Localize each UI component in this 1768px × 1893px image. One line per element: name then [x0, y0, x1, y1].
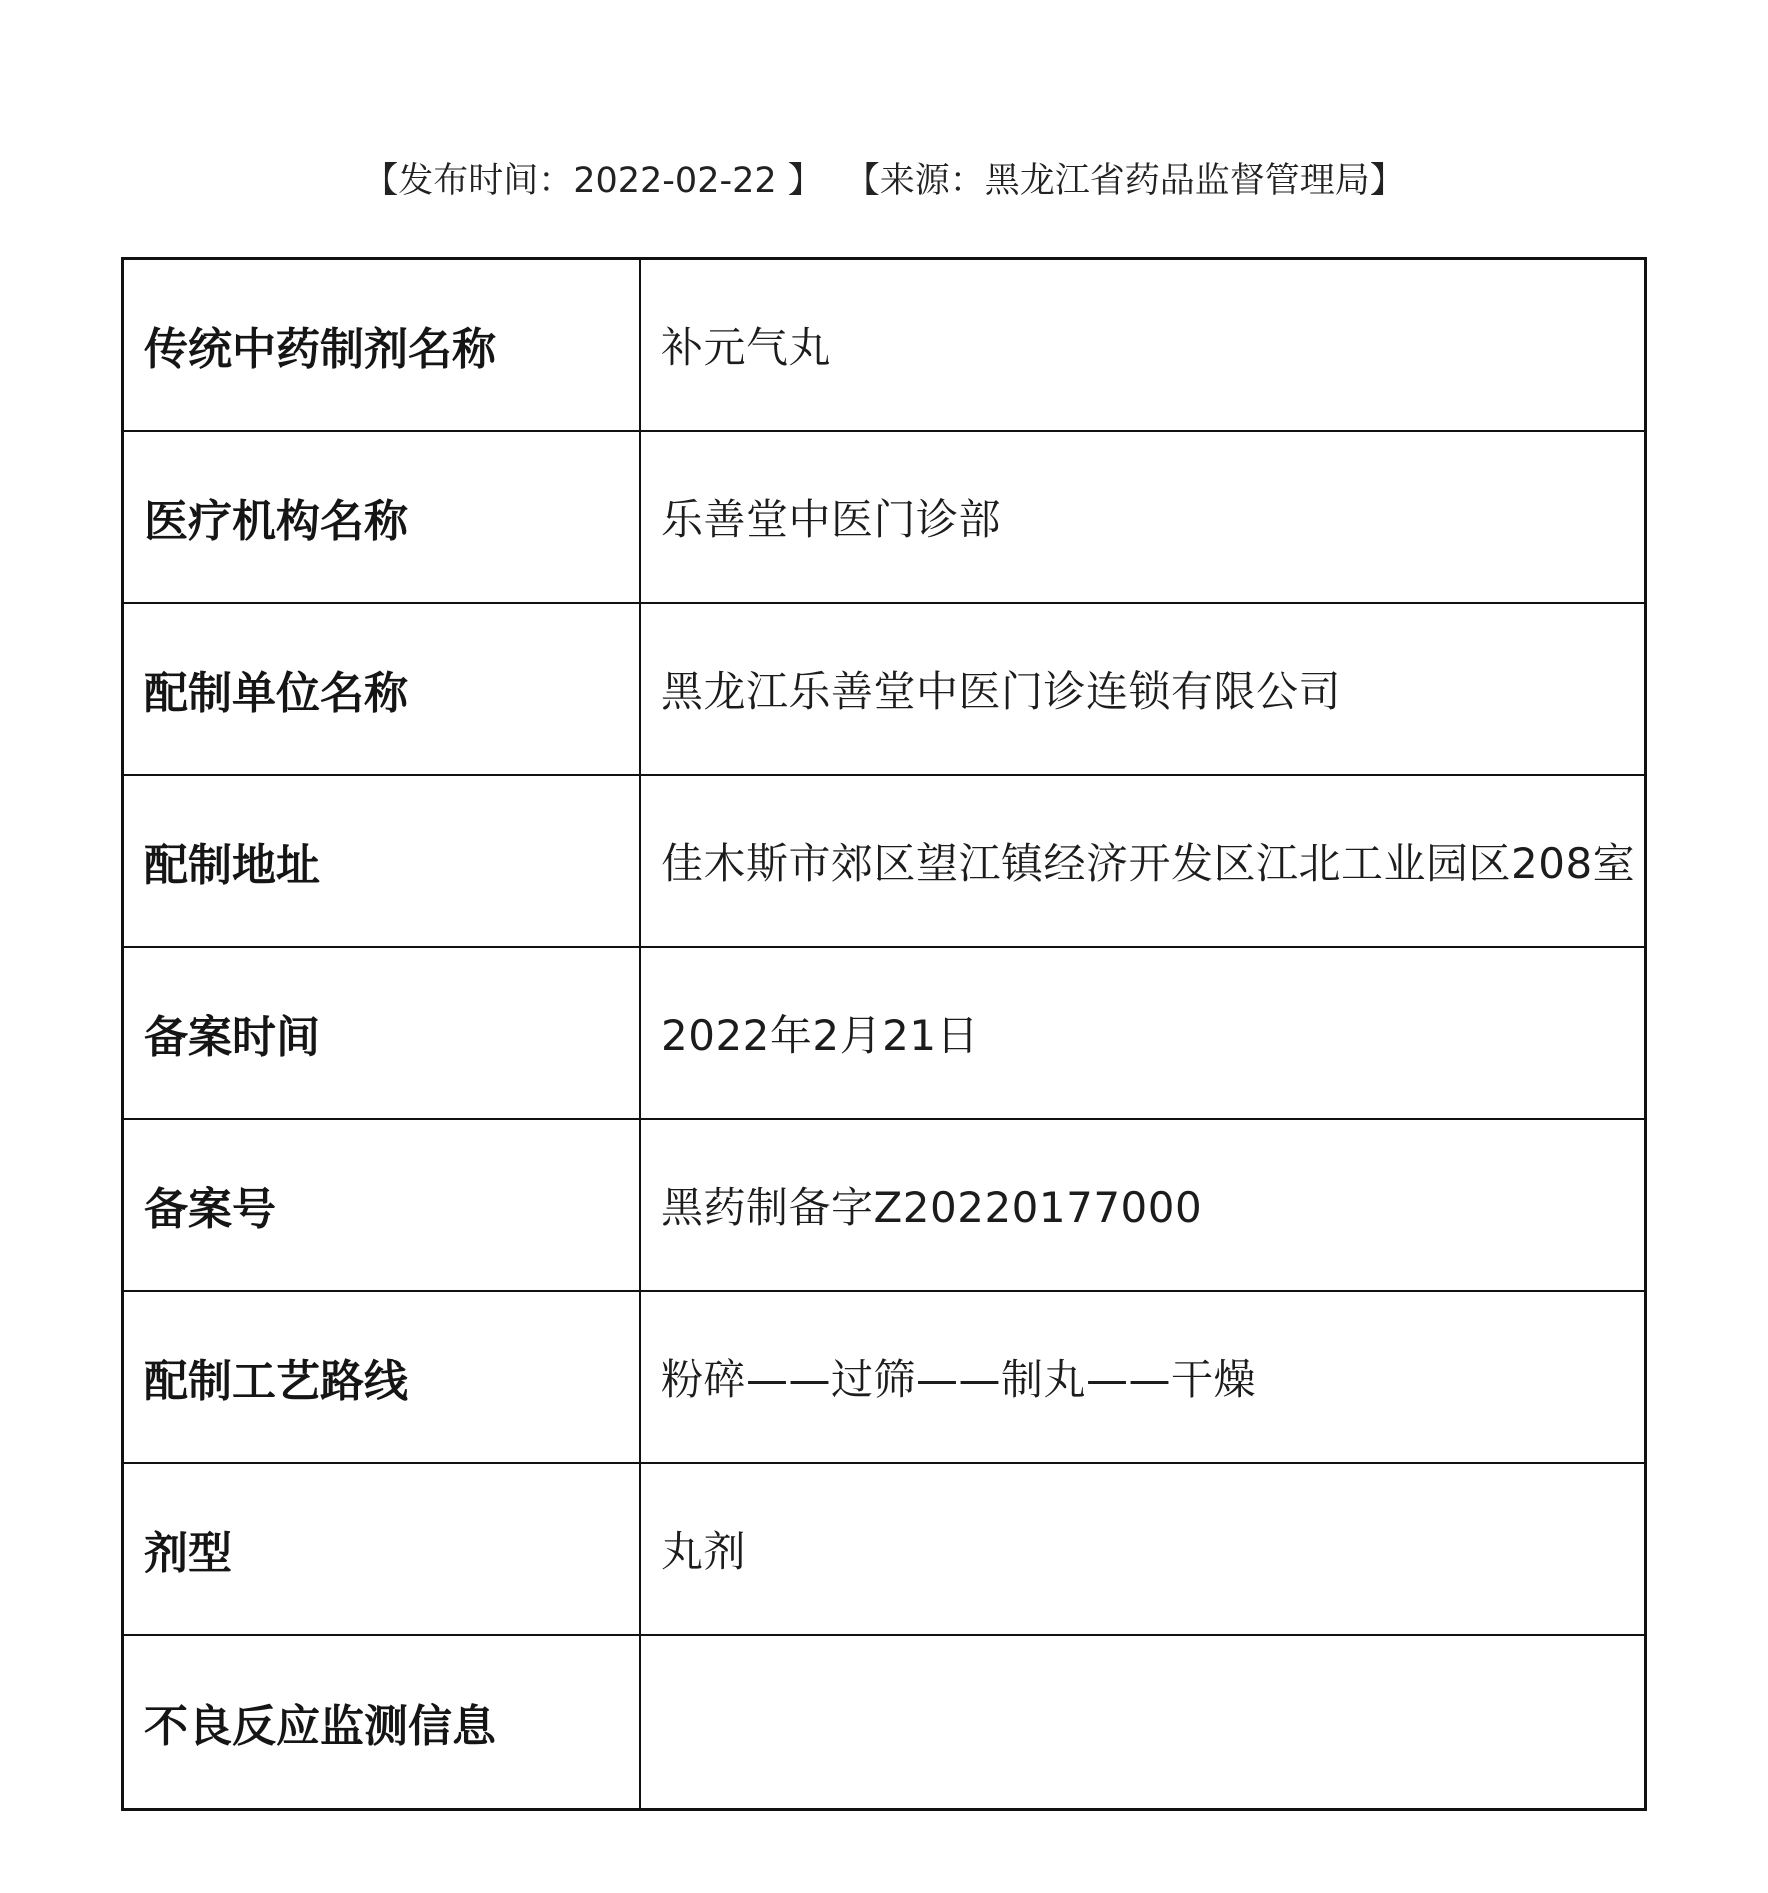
row-value: 乐善堂中医门诊部	[640, 431, 1646, 603]
row-label: 传统中药制剂名称	[123, 259, 641, 432]
row-label: 医疗机构名称	[123, 431, 641, 603]
row-label: 备案号	[123, 1119, 641, 1291]
row-value: 补元气丸	[640, 259, 1646, 432]
row-label: 剂型	[123, 1463, 641, 1635]
table-row	[123, 603, 1646, 775]
table-row	[123, 947, 1646, 1119]
row-value: 佳木斯市郊区望江镇经济开发区江北工业园区208室	[640, 775, 1646, 947]
table-row	[123, 1463, 1646, 1635]
row-label: 配制地址	[123, 775, 641, 947]
row-value: 黑龙江乐善堂中医门诊连锁有限公司	[640, 603, 1646, 775]
table-row	[123, 1291, 1646, 1463]
row-label: 配制工艺路线	[123, 1291, 641, 1463]
table-row	[123, 1119, 1646, 1291]
table-row	[123, 259, 1646, 432]
publish-date: 【发布时间：2022-02-22 】	[363, 161, 823, 201]
row-value: 黑药制备字Z20220177000	[640, 1119, 1646, 1291]
row-value: 2022年2月21日	[640, 947, 1646, 1119]
row-value: 丸剂	[640, 1463, 1646, 1635]
filing-record-table	[121, 257, 1647, 1811]
source-label: 【来源：黑龙江省药品监督管理局】	[844, 161, 1405, 201]
table-row	[123, 431, 1646, 603]
row-label: 备案时间	[123, 947, 641, 1119]
publication-meta	[0, 156, 1768, 206]
table-row	[123, 775, 1646, 947]
table-row	[123, 1635, 1646, 1810]
row-value: 粉碎——过筛——制丸——干燥	[640, 1291, 1646, 1463]
row-label: 不良反应监测信息	[123, 1635, 641, 1810]
row-value	[640, 1635, 1646, 1810]
row-label: 配制单位名称	[123, 603, 641, 775]
